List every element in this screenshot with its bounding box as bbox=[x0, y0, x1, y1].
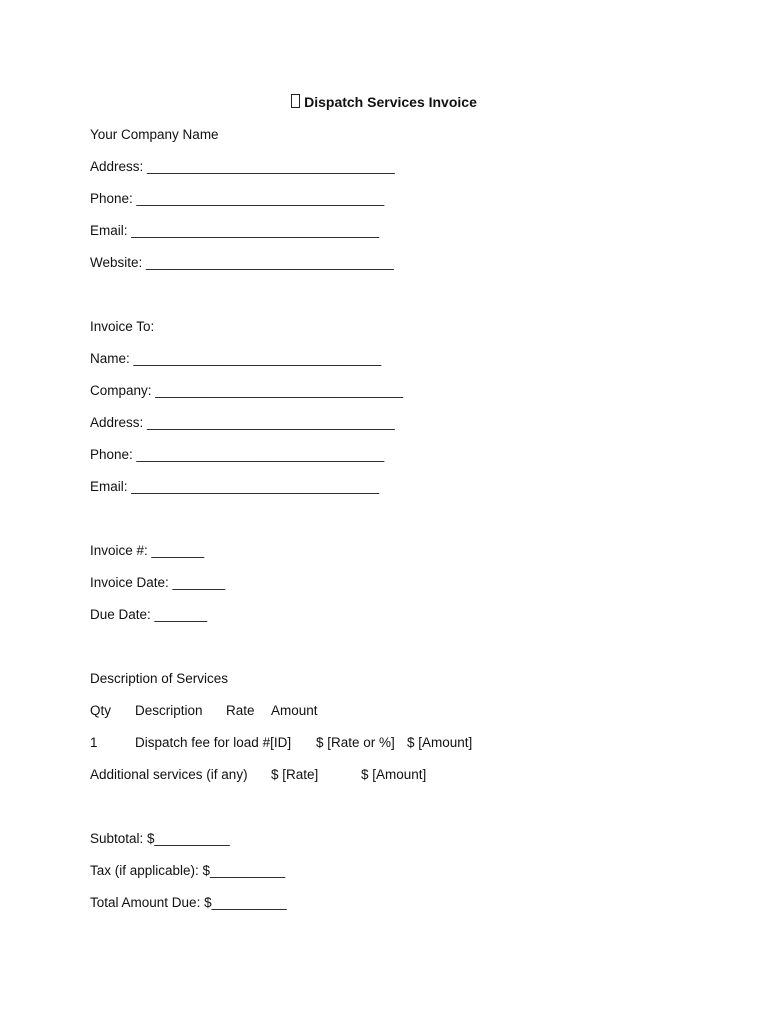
sender-website-field: Website: _________________________________ bbox=[90, 255, 394, 270]
client-email-field: Email: _________________________________ bbox=[90, 479, 380, 494]
client-phone-field: Phone: _________________________________ bbox=[90, 447, 385, 462]
sender-email-field: Email: _________________________________ bbox=[90, 223, 380, 238]
invoice-date-field: Invoice Date: _______ bbox=[90, 575, 226, 590]
tax-field: Tax (if applicable): $__________ bbox=[90, 863, 286, 878]
client-company-field: Company: _________________________________ bbox=[90, 383, 404, 398]
service-rate: $ [Rate or %] bbox=[316, 735, 395, 750]
due-date-field: Due Date: _______ bbox=[90, 607, 208, 622]
column-header-amount: Amount bbox=[271, 703, 318, 718]
service-rate: $ [Rate] bbox=[271, 767, 319, 782]
sender-address-field: Address: _________________________________ bbox=[90, 159, 395, 174]
column-header-qty: Qty bbox=[90, 703, 112, 718]
service-description: Additional services (if any) bbox=[90, 767, 248, 782]
service-amount: $ [Amount] bbox=[361, 767, 427, 782]
company-name: Your Company Name bbox=[90, 127, 219, 142]
client-address-field: Address: _________________________________ bbox=[90, 415, 395, 430]
subtotal-field: Subtotal: $__________ bbox=[90, 831, 230, 846]
sender-phone-field: Phone: _________________________________ bbox=[90, 191, 385, 206]
client-name-field: Name: _________________________________ bbox=[90, 351, 382, 366]
services-heading: Description of Services bbox=[90, 671, 229, 686]
service-description: Dispatch fee for load #[ID] bbox=[135, 735, 292, 750]
invoice-title-row bbox=[0, 93, 768, 111]
invoice-title: Dispatch Services Invoice bbox=[304, 94, 477, 110]
total-due-field: Total Amount Due: $__________ bbox=[90, 895, 287, 910]
service-qty: 1 bbox=[90, 735, 98, 750]
invoice-to-heading: Invoice To: bbox=[90, 319, 155, 334]
missing-glyph-icon bbox=[291, 94, 300, 108]
column-header-description: Description bbox=[135, 703, 203, 718]
invoice-number-field: Invoice #: _______ bbox=[90, 543, 205, 558]
column-header-rate: Rate bbox=[226, 703, 255, 718]
service-amount: $ [Amount] bbox=[407, 735, 473, 750]
